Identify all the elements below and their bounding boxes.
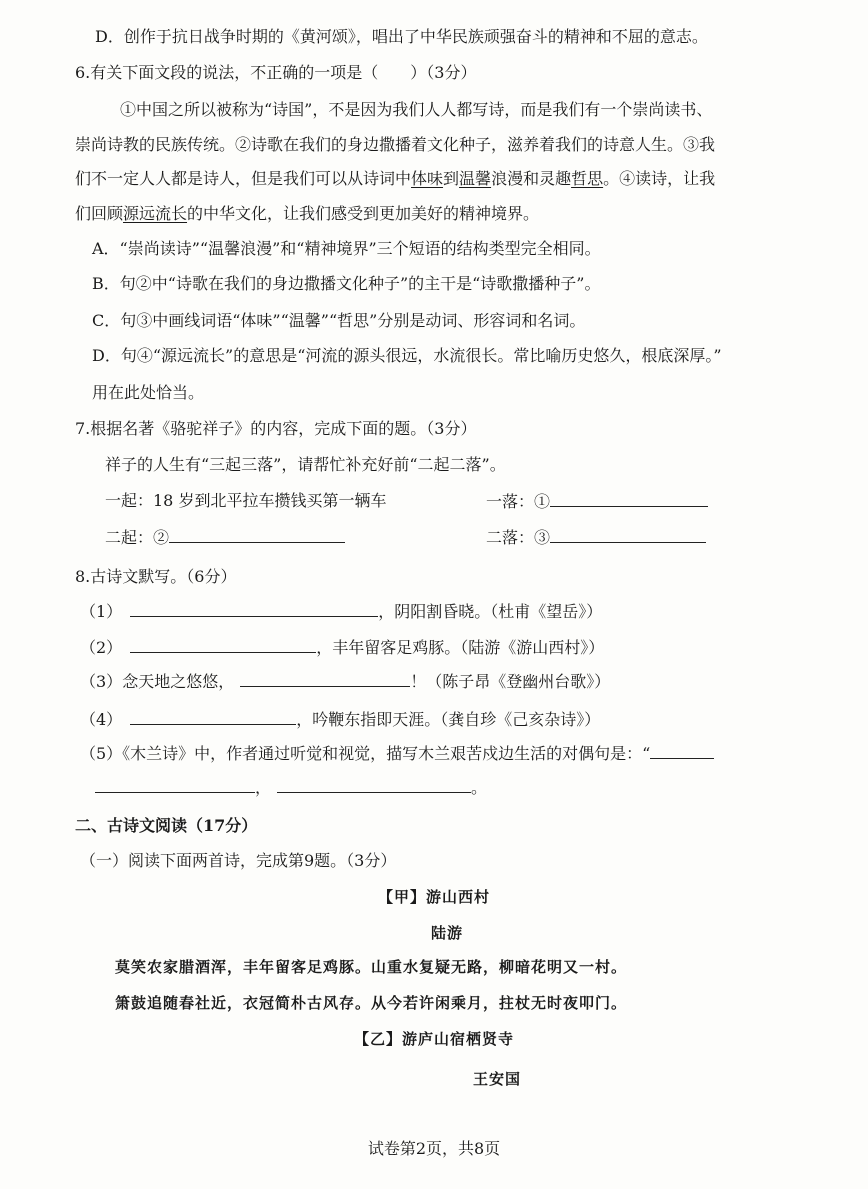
answer-blank[interactable] — [169, 526, 345, 543]
poem-a-line-1: 莫笑农家腊酒浑，丰年留客足鸡豚。山重水复疑无路，柳暗花明又一村。 — [115, 958, 628, 976]
q6-option-c: C．句③中画线词语“体味”“温馨”“哲思”分别是动词、形容词和名词。 — [92, 311, 586, 330]
q7-fall-1-label: 一落：① — [486, 492, 551, 511]
answer-blank[interactable] — [550, 490, 708, 507]
answer-blank[interactable] — [650, 742, 714, 759]
q6-text: 们回顾 — [75, 204, 124, 223]
q8-item-2-text: ，丰年留客足鸡豚。（陆游《游山西村》） — [316, 638, 605, 657]
answer-blank[interactable] — [130, 636, 316, 653]
q7-rise-2 — [105, 526, 345, 549]
answer-blank[interactable] — [130, 708, 296, 725]
q6-passage-line-4 — [75, 203, 539, 225]
q8-item-1 — [80, 600, 602, 623]
q6-text: 们不一定人人都是诗人，但是我们可以从诗词中 — [75, 169, 412, 188]
q8-item-5-continued — [95, 776, 487, 799]
answer-blank[interactable] — [130, 600, 378, 617]
answer-blank[interactable] — [277, 776, 471, 793]
q6-option-d-line-2: 用在此处恰当。 — [92, 383, 205, 402]
q6-stem: 6.有关下面文段的说法，不正确的一项是（ ）（3分） — [75, 63, 477, 82]
q8-item-4 — [80, 708, 600, 731]
q6-passage-line-1: ①中国之所以被称为“诗国”，不是因为我们人人都写诗，而是我们有一个崇尚读书、 — [120, 100, 713, 119]
q6-option-b: B．句②中“诗歌在我们的身边撒播文化种子”的主干是“诗歌撒播种子”。 — [92, 274, 601, 293]
underlined-word: 体味 — [411, 169, 444, 188]
q6-text: 到 — [443, 169, 460, 188]
answer-blank[interactable] — [550, 526, 706, 543]
underlined-word: 温馨 — [459, 169, 492, 188]
q8-item-5 — [80, 742, 714, 765]
q7-fall-2-label: 二落：③ — [486, 528, 551, 547]
q6-option-d-line-1: D．句④“源远流长”的意思是“河流的源头很远，水流很长。常比喻历史悠久，根底深厚。” — [92, 346, 722, 365]
answer-blank[interactable] — [240, 670, 410, 687]
q7-rise-1: 一起：18 岁到北平拉车攒钱买第一辆车 — [105, 491, 387, 510]
q7-rise-2-label: 二起：② — [105, 528, 170, 547]
item-number: （4） — [80, 710, 123, 729]
q8-item-3 — [80, 670, 610, 693]
item-number: （2） — [80, 638, 123, 657]
q6-text: 。④读诗，让我 — [603, 169, 716, 188]
q7-fall-2 — [486, 526, 706, 549]
q6-text: 的中华文化，让我们感受到更加美好的精神境界。 — [187, 204, 540, 223]
q6-passage-line-2: 崇尚诗教的民族传统。②诗歌在我们的身边撒播着文化种子，滋养着我们的诗意人生。③我 — [75, 135, 716, 154]
q7-stem: 7.根据名著《骆驼祥子》的内容，完成下面的题。（3分） — [75, 419, 477, 438]
q8-item-5-text: （5）《木兰诗》中，作者通过听觉和视觉，描写木兰艰苦戍边生活的对偶句是：“ — [80, 744, 651, 763]
q8-item-4-text: ，吟鞭东指即天涯。（龚自珍《己亥杂诗》） — [296, 710, 601, 729]
underlined-word: 源远流长 — [123, 204, 188, 223]
poem-a-line-2: 箫鼓追随春社近，衣冠简朴古风存。从今若许闲乘月，拄杖无时夜叩门。 — [115, 994, 628, 1012]
q5-option-d: D．创作于抗日战争时期的《黄河颂》，唱出了中华民族顽强奋斗的精神和不屈的意志。 — [95, 27, 708, 46]
poem-a-title: 【甲】游山西村 — [377, 888, 490, 906]
q6-option-a: A．“崇尚读诗”“温馨浪漫”和“精神境界”三个短语的结构类型完全相同。 — [92, 239, 601, 258]
section-2-sub: （一）阅读下面两首诗，完成第9题。（3分） — [80, 851, 397, 870]
q8-item-3-pre: 念天地之悠悠， — [122, 672, 235, 691]
q8-stem: 8.古诗文默写。（6分） — [75, 567, 237, 586]
item-number: （3） — [80, 672, 123, 691]
item-number: （1） — [80, 602, 123, 621]
q7-intro: 祥子的人生有“三起三落”，请帮忙补充好前“二起二落”。 — [105, 455, 506, 474]
q8-item-1-text: ，阴阳割昏晓。（杜甫《望岳》） — [378, 602, 603, 621]
page-footer: 试卷第2页，共8页 — [367, 1139, 501, 1158]
underlined-word: 哲思 — [571, 169, 604, 188]
q6-text: 浪漫和灵趣 — [491, 169, 572, 188]
poem-b-title: 【乙】游庐山宿栖贤寺 — [353, 1030, 514, 1048]
terminator: 。 — [471, 778, 488, 797]
poem-b-author: 王安国 — [473, 1070, 522, 1088]
poem-a-author: 陆游 — [431, 924, 464, 942]
q7-fall-1 — [486, 490, 708, 513]
q8-item-3-text: ！（陈子昂《登幽州台歌》） — [410, 672, 611, 691]
q8-item-2 — [80, 636, 604, 659]
separator: ， — [255, 778, 272, 797]
answer-blank[interactable] — [95, 776, 255, 793]
q6-passage-line-3 — [75, 168, 715, 190]
section-2-title: 二、古诗文阅读（17分） — [75, 816, 258, 835]
